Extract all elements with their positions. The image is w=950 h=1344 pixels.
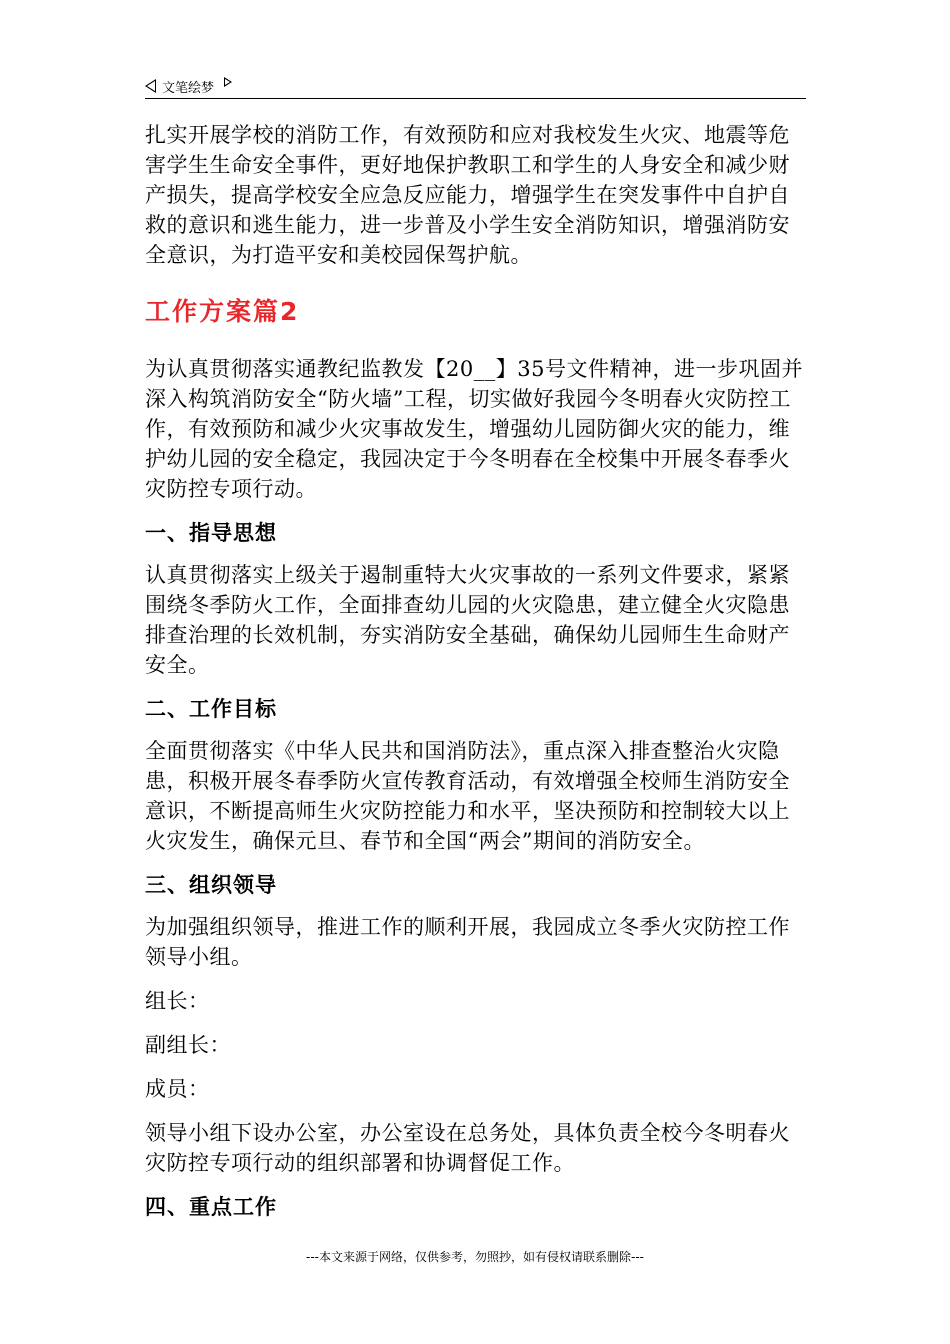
heading-organization: 三、组织领导 [145,873,277,897]
team-leader-line: 组长： [145,989,210,1013]
intro-paragraph: 扎实开展学校的消防工作，有效预防和应对我校发生火灾、地震等危害学生生命安全事件，更好地保护教职工和学生的人身安全和减少财产损失，提高学校安全应急反应能力，增强学生在突发事件中自护自救的意识和逃生能力，进一步普及小学生安全消防知识，增强消防安全意识，为打造平安和美校园保驾护航。 [145,123,790,267]
section-title: 工作方案篇2 [145,297,300,326]
heading-guiding-thought: 一、指导思想 [145,521,277,545]
members-line: 成员： [145,1077,210,1101]
page-header [145,74,806,99]
header-brand: 文笔绘梦 [162,80,215,96]
right-triangle-icon [224,77,232,87]
paragraph-organization: 为加强组织领导，推进工作的顺利开展，我园成立冬季火灾防控工作领导小组。 [145,915,790,969]
left-triangle-icon [145,79,156,93]
page-footer: ---本文来源于网络，仅供参考，勿照抄，如有侵权请联系删除--- [306,1250,644,1264]
deputy-leader-line: 副组长： [145,1033,231,1057]
heading-work-goals: 二、工作目标 [145,697,277,721]
document-body [145,120,810,1234]
heading-key-work: 四、重点工作 [145,1195,277,1219]
paragraph-guiding-thought: 认真贯彻落实上级关于遏制重特大火灾事故的一系列文件要求，紧紧围绕冬季防火工作，全面排查幼儿园的火灾隐患，建立健全火灾隐患排查治理的长效机制，夯实消防安全基础，确保幼儿园师生生命财产安全。 [145,563,790,677]
paragraph-work-goals: 全面贯彻落实《中华人民共和国消防法》，重点深入排查整治火灾隐患，积极开展冬春季防火宣传教育活动，有效增强全校师生消防安全意识，不断提高师生火灾防控能力和水平，坚决预防和控制较大以上火灾发生，确保元旦、春节和全国“两会”期间的消防安全。 [145,739,790,853]
paragraph-office: 领导小组下设办公室，办公室设在总务处，具体负责全校今冬明春火灾防控专项行动的组织部署和协调督促工作。 [145,1121,790,1175]
section-intro-paragraph: 为认真贯彻落实通教纪监教发【20__】35号文件精神，进一步巩固并深入构筑消防安全“防火墙”工程，切实做好我园今冬明春火灾防控工作，有效预防和减少火灾事故发生，增强幼儿园防御火灾的能力，维护幼儿园的安全稳定，我园决定于今冬明春在全校集中开展冬春季火灾防控专项行动。 [145,357,803,501]
